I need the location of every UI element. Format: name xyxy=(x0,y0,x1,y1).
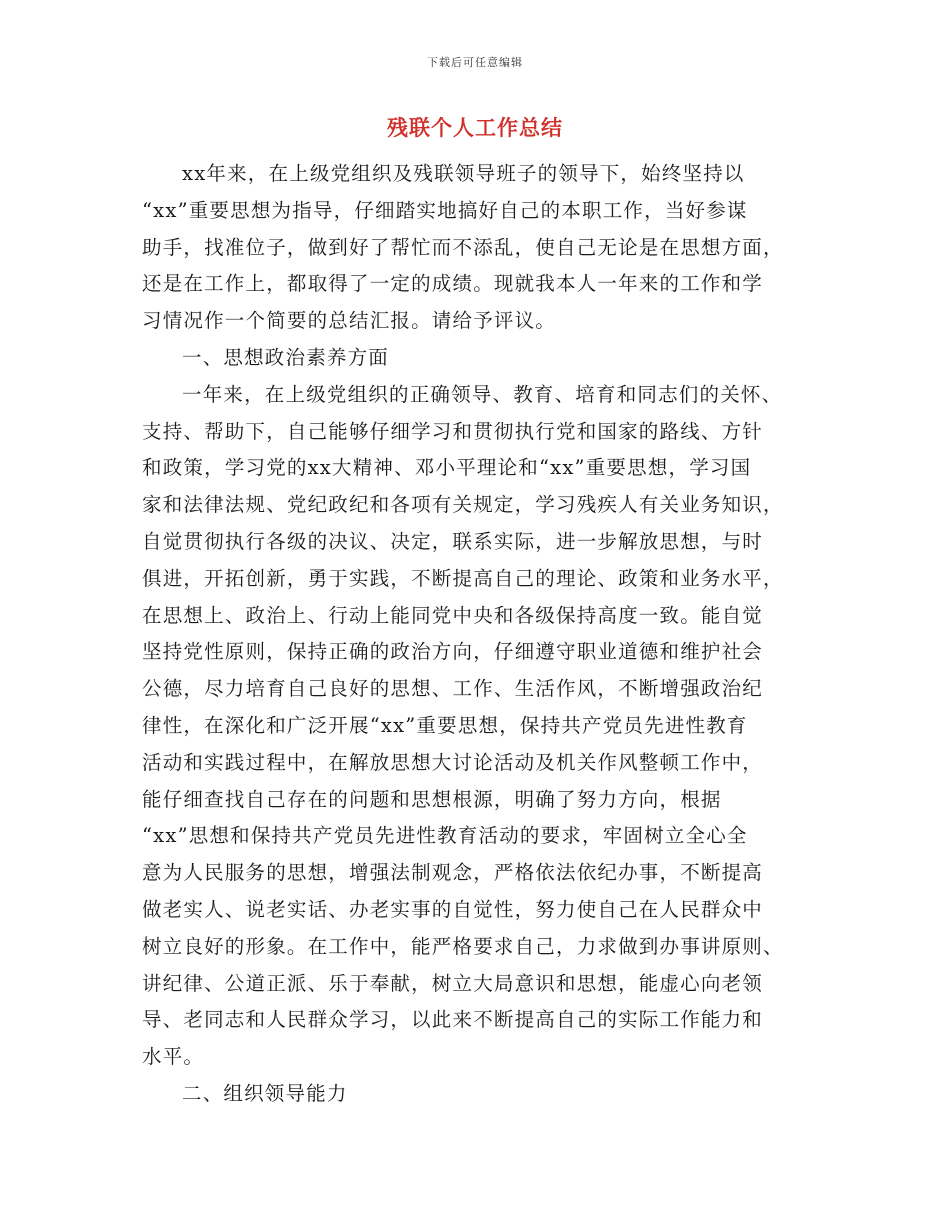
body-line: 导、老同志和人民群众学习，以此来不断提高自己的实际工作能力和 xyxy=(142,1008,764,1032)
header-note: 下载后可任意编辑 xyxy=(427,56,523,69)
body-line: “xx”思想和保持共产党员先进性教育活动的要求，牢固树立全心全 xyxy=(142,824,748,848)
body-line: 俱进，开拓创新，勇于实践，不断提高自己的理论、政策和业务水平， xyxy=(142,566,784,590)
body-line: 水平。 xyxy=(142,1045,205,1069)
body-line: 二、组织领导能力 xyxy=(182,1081,348,1105)
body-line: xx年来，在上级党组织及残联领导班子的领导下，始终坚持以 xyxy=(182,162,745,185)
document-body xyxy=(142,156,812,1113)
body-line: 习情况作一个简要的总结汇报。请给予评议。 xyxy=(142,309,557,333)
body-line: 讲纪律、公道正派、乐于奉献，树立大局意识和思想，能虚心向老领 xyxy=(142,971,764,995)
body-line: 在思想上、政治上、行动上能同党中央和各级保持高度一致。能自觉 xyxy=(142,603,764,627)
body-line: 意为人民服务的思想，增强法制观念，严格依法依纪办事，不断提高 xyxy=(142,861,764,885)
body-line: 和政策，学习党的xx大精神、邓小平理论和“xx”重要思想，学习国 xyxy=(142,456,752,480)
body-line: 活动和实践过程中，在解放思想大讨论活动及机关作风整顿工作中， xyxy=(142,750,764,774)
body-line: 家和法律法规、党纪政纪和各项有关规定，学习残疾人有关业务知识， xyxy=(142,493,784,517)
body-line: 公德，尽力培育自己良好的思想、工作、生活作风，不断增强政治纪 xyxy=(142,677,764,701)
body-line: 支持、帮助下，自己能够仔细学习和贯彻执行党和国家的路线、方针 xyxy=(142,419,764,443)
body-line: 做老实人、说老实话、办老实事的自觉性，努力使自己在人民群众中 xyxy=(142,897,764,921)
body-line: 能仔细查找自己存在的问题和思想根源，明确了努力方向，根据 xyxy=(142,787,722,811)
body-line: 树立良好的形象。在工作中，能严格要求自己，力求做到办事讲原则、 xyxy=(142,934,784,958)
body-line: 律性，在深化和广泛开展“xx”重要思想，保持共产党员先进性教育 xyxy=(142,713,748,737)
document-title: 残联个人工作总结 xyxy=(387,115,563,140)
body-line: 一、思想政治素养方面 xyxy=(182,345,390,369)
body-line: “xx”重要思想为指导，仔细踏实地搞好自己的本职工作，当好参谋 xyxy=(142,198,748,222)
body-line: 还是在工作上，都取得了一定的成绩。现就我本人一年来的工作和学 xyxy=(142,272,764,296)
body-line: 自觉贯彻执行各级的决议、决定，联系实际，进一步解放思想，与时 xyxy=(142,529,764,553)
body-line: 助手，找准位子，做到好了帮忙而不添乱，使自己无论是在思想方面， xyxy=(142,235,784,259)
body-line: 一年来，在上级党组织的正确领导、教育、培育和同志们的关怀、 xyxy=(182,382,783,406)
body-line: 坚持党性原则，保持正确的政治方向，仔细遵守职业道德和维护社会 xyxy=(142,640,764,664)
